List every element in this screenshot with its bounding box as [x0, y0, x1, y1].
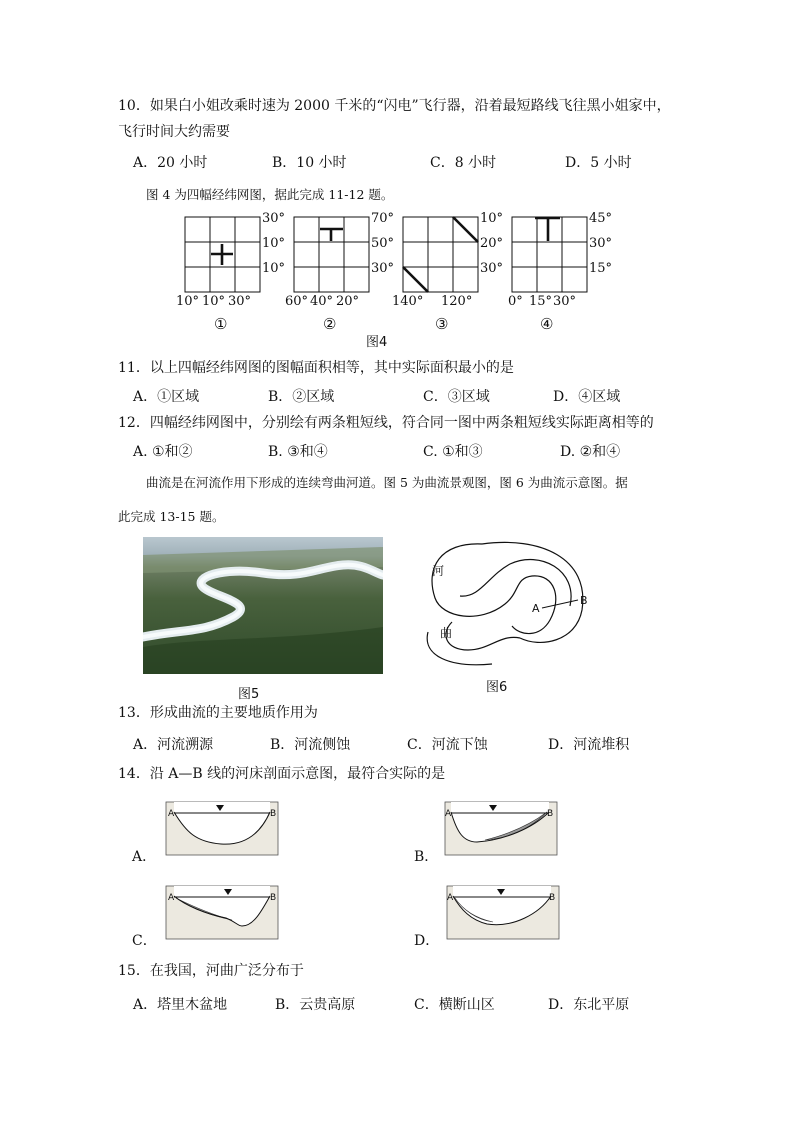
- grid-2-number: ②: [323, 315, 337, 333]
- grid-1: [176, 211, 285, 333]
- q12-option-c[interactable]: C. ①和③: [423, 444, 483, 460]
- grid-2-lon-3: 20°: [336, 294, 360, 309]
- grid-3-number: ③: [435, 315, 449, 333]
- q13-option-c[interactable]: C．河流下蚀: [407, 737, 488, 753]
- grid-1-lon-2: 10°: [202, 294, 226, 309]
- q11-option-b[interactable]: B．②区域: [268, 389, 335, 405]
- profile-c-label-b: B: [270, 893, 277, 903]
- grid-2-lon-2: 40°: [310, 294, 334, 309]
- grid-1-lon-3: 30°: [228, 294, 252, 309]
- q13-option-b[interactable]: B．河流侧蚀: [270, 737, 351, 753]
- meander-bank-lower: [427, 632, 492, 665]
- q13-option-d[interactable]: D．河流堆积: [548, 737, 630, 753]
- q15-option-d[interactable]: D．东北平原: [548, 997, 630, 1013]
- grid-4-lon-3: 30°: [553, 294, 577, 309]
- meander-bank-lower-inner: [446, 622, 520, 650]
- meander-bank-right: [482, 542, 583, 642]
- meander-intro-line1: 曲流是在河流作用下形成的连续弯曲河道。图 5 为曲流景观图，图 6 为曲流示意图。据: [146, 475, 628, 490]
- grid-4-lon-1: 0°: [508, 294, 523, 309]
- q15-option-b[interactable]: B．云贵高原: [275, 997, 356, 1013]
- grid-1-lat-1: 30°: [262, 211, 286, 226]
- grid-3: [392, 211, 503, 333]
- meander-bank-outer: [432, 544, 556, 634]
- grid-1-number: ①: [214, 315, 228, 333]
- fig6-caption: 图6: [486, 680, 508, 695]
- grid-4-lon-2: 15°: [529, 294, 553, 309]
- q12-option-d[interactable]: D. ②和④: [560, 444, 621, 460]
- profile-b-label-b: B: [547, 809, 554, 819]
- profile-d: [447, 886, 562, 942]
- profile-d-label-b: B: [549, 893, 556, 903]
- q10-line2: 飞行时间大约需要: [118, 124, 230, 140]
- q14-stem: 14．沿 A—B 线的河床剖面示意图，最符合实际的是: [118, 766, 446, 782]
- grid-4: [508, 211, 612, 333]
- q10-option-a[interactable]: A．20 小时: [133, 155, 208, 171]
- fig4-caption: 图4: [366, 335, 388, 350]
- q10-option-d[interactable]: D．5 小时: [565, 155, 632, 171]
- grid-4-lat-1: 45°: [589, 211, 613, 226]
- q15-option-c[interactable]: C．横断山区: [414, 997, 495, 1013]
- q12-stem: 12．四幅经纬网图中，分别绘有两条粗短线，符合同一图中两条粗短线实际距离相等的: [118, 415, 654, 431]
- q12-option-b[interactable]: B. ③和④: [268, 444, 328, 460]
- profile-a-label-a: A: [168, 809, 175, 819]
- grid-2-lat-1: 70°: [371, 211, 395, 226]
- q10-option-b[interactable]: B．10 小时: [272, 155, 347, 171]
- profile-a: [166, 802, 281, 858]
- grid-4-lat-3: 15°: [589, 261, 613, 276]
- grid-4-number: ④: [540, 315, 554, 333]
- meander-diagram: [420, 538, 600, 678]
- q15-stem: 15．在我国，河曲广泛分布于: [118, 963, 304, 979]
- grid-3-lat-2: 20°: [480, 236, 504, 251]
- q14-option-a[interactable]: A．: [132, 849, 157, 865]
- meander-photo-art: [143, 537, 383, 674]
- fig4-intro: 图 4 为四幅经纬网图，据此完成 11-12 题。: [146, 187, 394, 202]
- q14-option-b[interactable]: B．: [414, 849, 439, 865]
- profile-b: [445, 802, 560, 858]
- grid-2-lat-3: 30°: [371, 261, 395, 276]
- grid-3-thick-line-lower: [403, 267, 428, 292]
- q11-stem: 11．以上四幅经纬网图的图幅面积相等，其中实际面积最小的是: [118, 360, 514, 376]
- q11-option-c[interactable]: C．③区域: [423, 389, 490, 405]
- grid-3-lat-1: 10°: [480, 211, 504, 226]
- q13-option-a[interactable]: A．河流溯源: [133, 737, 214, 753]
- profile-c: [166, 886, 281, 942]
- q12-option-a[interactable]: A. ①和②: [133, 444, 193, 460]
- grid-3-lon-1: 140°: [392, 294, 424, 309]
- q11-option-a[interactable]: A．①区域: [133, 389, 200, 405]
- meander-a-b-line: [542, 600, 578, 608]
- q15-option-a[interactable]: A．塔里木盆地: [133, 997, 228, 1013]
- q11-option-d[interactable]: D．④区域: [553, 389, 621, 405]
- profile-a-label-b: B: [270, 809, 277, 819]
- q13-stem: 13．形成曲流的主要地质作用为: [118, 705, 318, 721]
- profile-c-label-a: A: [168, 893, 175, 903]
- q10-line1: 10．如果白小姐改乘时速为 2000 千米的“闪电”飞行器，沿着最短路线飞往黑小姐家中，: [118, 98, 671, 114]
- grid-2: [285, 211, 394, 333]
- meander-label-he: 河: [432, 564, 445, 578]
- grid-1-lat-2: 10°: [262, 236, 286, 251]
- grid-4-lat-2: 30°: [589, 236, 613, 251]
- grid-3-thick-line-upper: [453, 217, 478, 242]
- fig5-caption: 图5: [238, 687, 260, 702]
- meander-intro-line2: 此完成 13-15 题。: [118, 509, 225, 524]
- fig4-grids: [0, 205, 794, 355]
- grid-1-lat-3: 10°: [262, 261, 286, 276]
- grid-2-lon-1: 60°: [285, 294, 309, 309]
- grid-1-lon-1: 10°: [176, 294, 200, 309]
- grid-3-lat-3: 30°: [480, 261, 504, 276]
- meander-bank-inner-top: [460, 560, 571, 606]
- meander-label-qu: 曲: [440, 626, 453, 640]
- q14-option-d[interactable]: D．: [414, 933, 440, 949]
- grid-3-lon-2: 120°: [441, 294, 473, 309]
- meander-landscape-photo: [143, 537, 383, 674]
- meander-label-a: A: [532, 602, 540, 615]
- meander-label-b: B: [580, 594, 588, 607]
- q10-option-c[interactable]: C．8 小时: [430, 155, 497, 171]
- profile-b-label-a: A: [445, 809, 452, 819]
- grid-2-lat-2: 50°: [371, 236, 395, 251]
- q14-option-c[interactable]: C．: [132, 933, 157, 949]
- profile-d-label-a: A: [447, 893, 454, 903]
